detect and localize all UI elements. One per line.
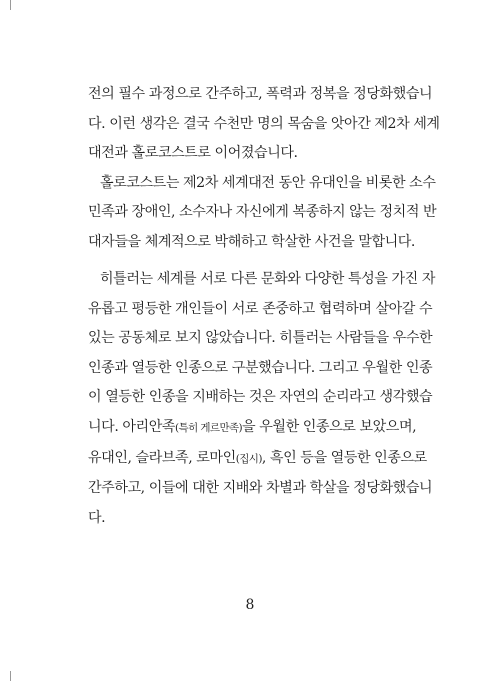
crop-mark-bottom [10, 671, 11, 681]
crop-mark-top [10, 0, 11, 10]
text-line: 대자들을 체계적으로 박해하고 학살한 사건을 말합니다. [88, 233, 415, 250]
page-number: 8 [245, 597, 255, 613]
text-run: , 흑인 등을 열등한 인종으로 [261, 449, 427, 466]
text-line: 다. [88, 509, 106, 526]
paragraph-group-2 [88, 265, 436, 533]
parenthetical-note: (특히 게르만족) [175, 421, 243, 434]
text-line: 인종과 열등한 인종으로 구분했습니다. 그리고 우월한 인종 [88, 359, 433, 376]
text-line: 홀로코스트는 제2차 세계대전 동안 유대인을 비롯한 소수 [100, 174, 436, 191]
text-line: 대전과 홀로코스트로 이어졌습니다. [88, 145, 298, 162]
text-line: 다. 이런 생각은 결국 수천만 명의 목숨을 앗아간 제2차 세계 [88, 115, 440, 132]
text-line: 전의 필수 과정으로 간주하고, 폭력과 정복을 정당화했습니 [88, 86, 433, 102]
text-run: 니다. 아리안족 [88, 418, 176, 435]
text-line: 있는 공동체로 보지 않았습니다. 히틀러는 사람들을 우수한 [88, 330, 433, 347]
text-line: 이 열등한 인종을 지배하는 것은 자연의 순리라고 생각했습 [88, 389, 433, 406]
text-run: 유대인, 슬라브족, 로마인 [88, 449, 236, 466]
paragraph-group-1 [88, 80, 440, 258]
text-line [88, 444, 427, 475]
parenthetical-note: (집시) [235, 452, 262, 465]
text-run: 을 우월한 인종으로 보았으며, [242, 418, 417, 435]
text-line: 히틀러는 세계를 서로 다른 문화와 다양한 특성을 가진 자 [100, 271, 436, 287]
text-line: 간주하고, 이들에 대한 지배와 차별과 학살을 정당화했습니 [88, 480, 433, 497]
text-line: 민족과 장애인, 소수자나 자신에게 복종하지 않는 정치적 반 [88, 204, 437, 221]
text-line: 유롭고 평등한 개인들이 서로 존중하고 협력하며 살아갈 수 [88, 300, 433, 317]
text-line [88, 413, 417, 444]
